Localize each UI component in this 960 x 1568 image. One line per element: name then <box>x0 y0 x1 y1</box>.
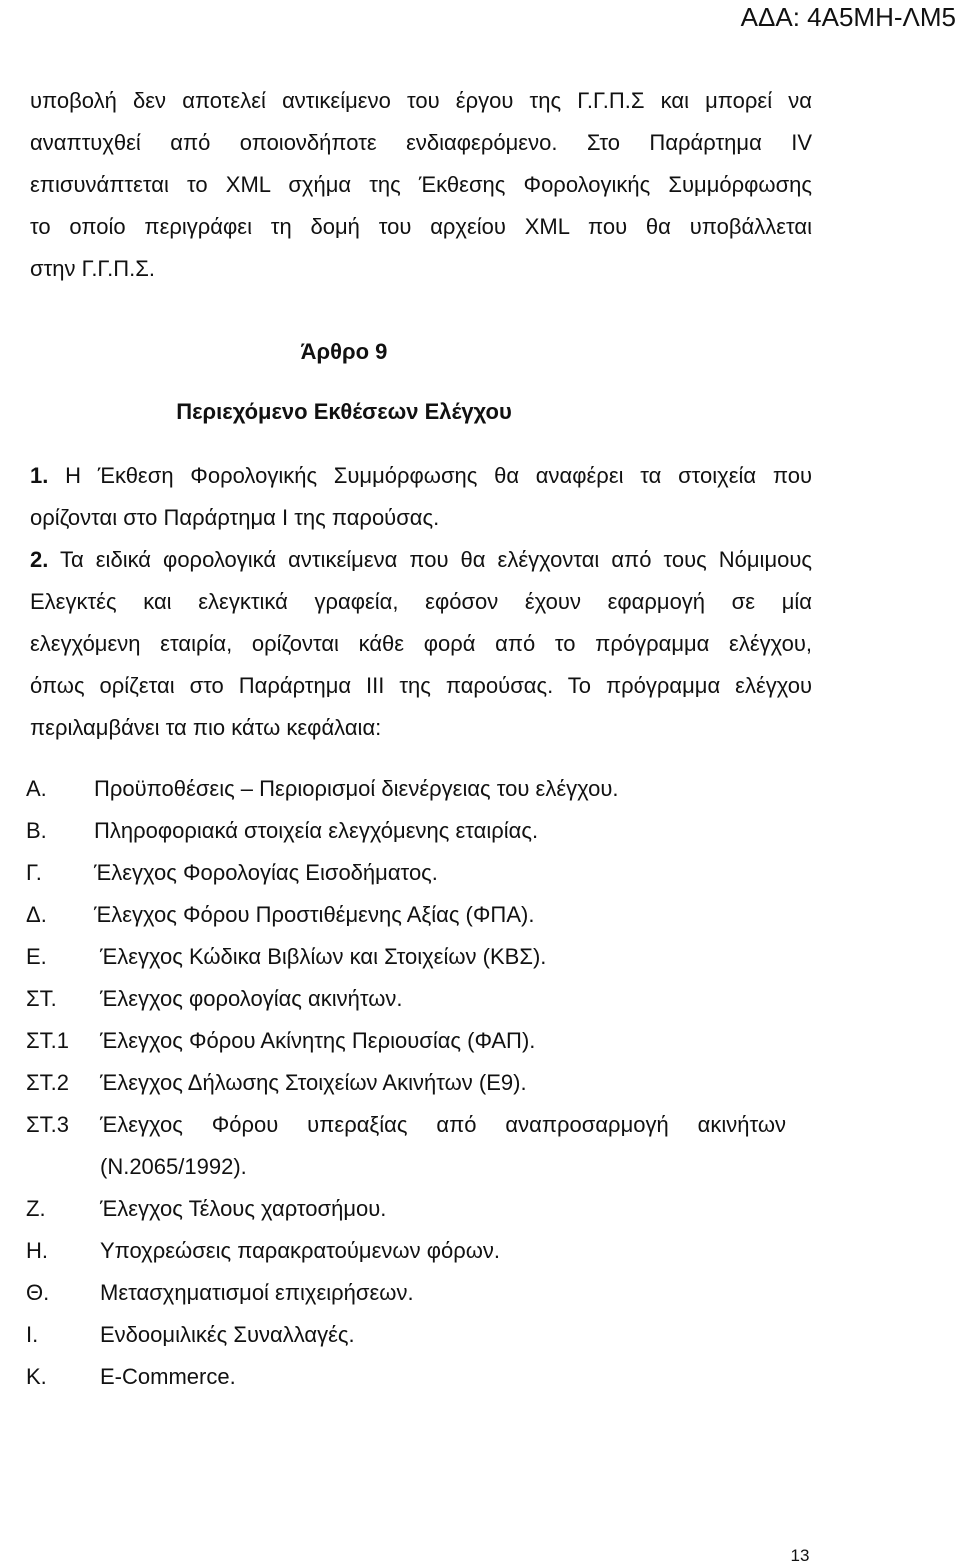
list-item-label: Δ. <box>26 902 47 927</box>
intro-line: το οποίο περιγράφει τη δομή του αρχείου XML που θα υποβάλλεται <box>30 214 812 239</box>
list-item-text: Έλεγχος Τέλους χαρτοσήμου. <box>100 1196 387 1221</box>
ada-code: ΑΔΑ: 4Α5ΜΗ-ΛΜ5 <box>740 2 956 32</box>
list-item-label: Ι. <box>26 1322 39 1347</box>
list-item-text: Προϋποθέσεις – Περιορισμοί διενέργειας του ελέγχου. <box>94 776 619 801</box>
intro-line: αναπτυχθεί από οποιονδήποτε ενδιαφερόμενο. Στο Παράρτημα IV <box>30 130 812 155</box>
list-item-text: Έλεγχος Φόρου υπεραξίας από αναπροσαρμογή ακινήτων <box>100 1112 786 1137</box>
intro-line: στην Γ.Γ.Π.Σ. <box>30 256 155 281</box>
paragraph-1-line: ορίζονται στο Παράρτημα Ι της παρούσας. <box>30 505 440 530</box>
list-item-label: Θ. <box>26 1280 50 1305</box>
list-item-label: Ε. <box>26 944 47 969</box>
list-item-text: Έλεγχος Φόρου Προστιθέμενης Αξίας (ΦΠΑ). <box>94 902 535 927</box>
list-item-label: Η. <box>26 1238 48 1263</box>
paragraph-2-line: ελεγχόμενη εταιρία, ορίζονται κάθε φορά από το πρόγραμμα ελέγχου, <box>30 631 812 656</box>
list-item-text: Ενδοομιλικές Συναλλαγές. <box>100 1322 355 1347</box>
list-item-label: Γ. <box>26 860 42 885</box>
paragraph-1-line <box>30 461 812 491</box>
paragraph-number: 1. <box>30 463 49 488</box>
paragraph-2-line <box>30 545 812 575</box>
list-item-text: E-Commerce. <box>100 1364 236 1389</box>
list-item-text: Έλεγχος Δήλωσης Στοιχείων Ακινήτων (Ε9). <box>100 1070 527 1095</box>
list-item-text: Πληροφοριακά στοιχεία ελεγχόμενης εταιρίας. <box>94 818 539 843</box>
paragraph-2-line: περιλαμβάνει τα πιο κάτω κεφάλαια: <box>30 715 382 740</box>
list-item-text: Έλεγχος φορολογίας ακινήτων. <box>100 986 403 1011</box>
intro-line: επισυνάπτεται το XML σχήμα της Έκθεσης Φορολογικής Συμμόρφωσης <box>30 172 812 197</box>
list-item-label: Κ. <box>26 1364 47 1389</box>
list-item-label: ΣΤ.3 <box>26 1112 69 1137</box>
list-item-label: Ζ. <box>26 1196 46 1221</box>
page-number: 13 <box>790 1546 810 1565</box>
list-item-label: ΣΤ.2 <box>26 1070 69 1095</box>
list-item-text: Μετασχηματισμοί επιχειρήσεων. <box>100 1280 414 1305</box>
paragraph-number: 2. <box>30 547 49 572</box>
paragraph-text: Η Έκθεση Φορολογικής Συμμόρφωσης θα αναφέρει τα στοιχεία που <box>48 463 812 488</box>
paragraph-2-line: όπως ορίζεται στο Παράρτημα ΙΙΙ της παρούσας. Το πρόγραμμα ελέγχου <box>30 673 812 698</box>
paragraph-text: Τα ειδικά φορολογικά αντικείμενα που θα ελέγχονται από τους Νόμιμους <box>48 547 812 572</box>
list-item-label: Β. <box>26 818 47 843</box>
list-item-text: Έλεγχος Κώδικα Βιβλίων και Στοιχείων (ΚΒΣ). <box>100 944 547 969</box>
intro-line: υποβολή δεν αποτελεί αντικείμενο του έργου της Γ.Γ.Π.Σ και μπορεί να <box>30 88 812 113</box>
article-number: Άρθρο 9 <box>300 339 388 364</box>
article-title: Περιεχόμενο Εκθέσεων Ελέγχου <box>176 399 512 424</box>
list-item-label: ΣΤ.1 <box>26 1028 69 1053</box>
list-item-text: (Ν.2065/1992). <box>100 1154 247 1179</box>
list-item-text: Έλεγχος Φόρου Ακίνητης Περιουσίας (ΦΑΠ). <box>100 1028 536 1053</box>
list-item-label: Α. <box>26 776 47 801</box>
paragraph-2-line: Ελεγκτές και ελεγκτικά γραφεία, εφόσον έχουν εφαρμογή σε μία <box>30 589 812 614</box>
list-item-text: Έλεγχος Φορολογίας Εισοδήματος. <box>94 860 438 885</box>
list-item-text: Υποχρεώσεις παρακρατούμενων φόρων. <box>100 1238 500 1263</box>
list-item-label: ΣΤ. <box>26 986 57 1011</box>
